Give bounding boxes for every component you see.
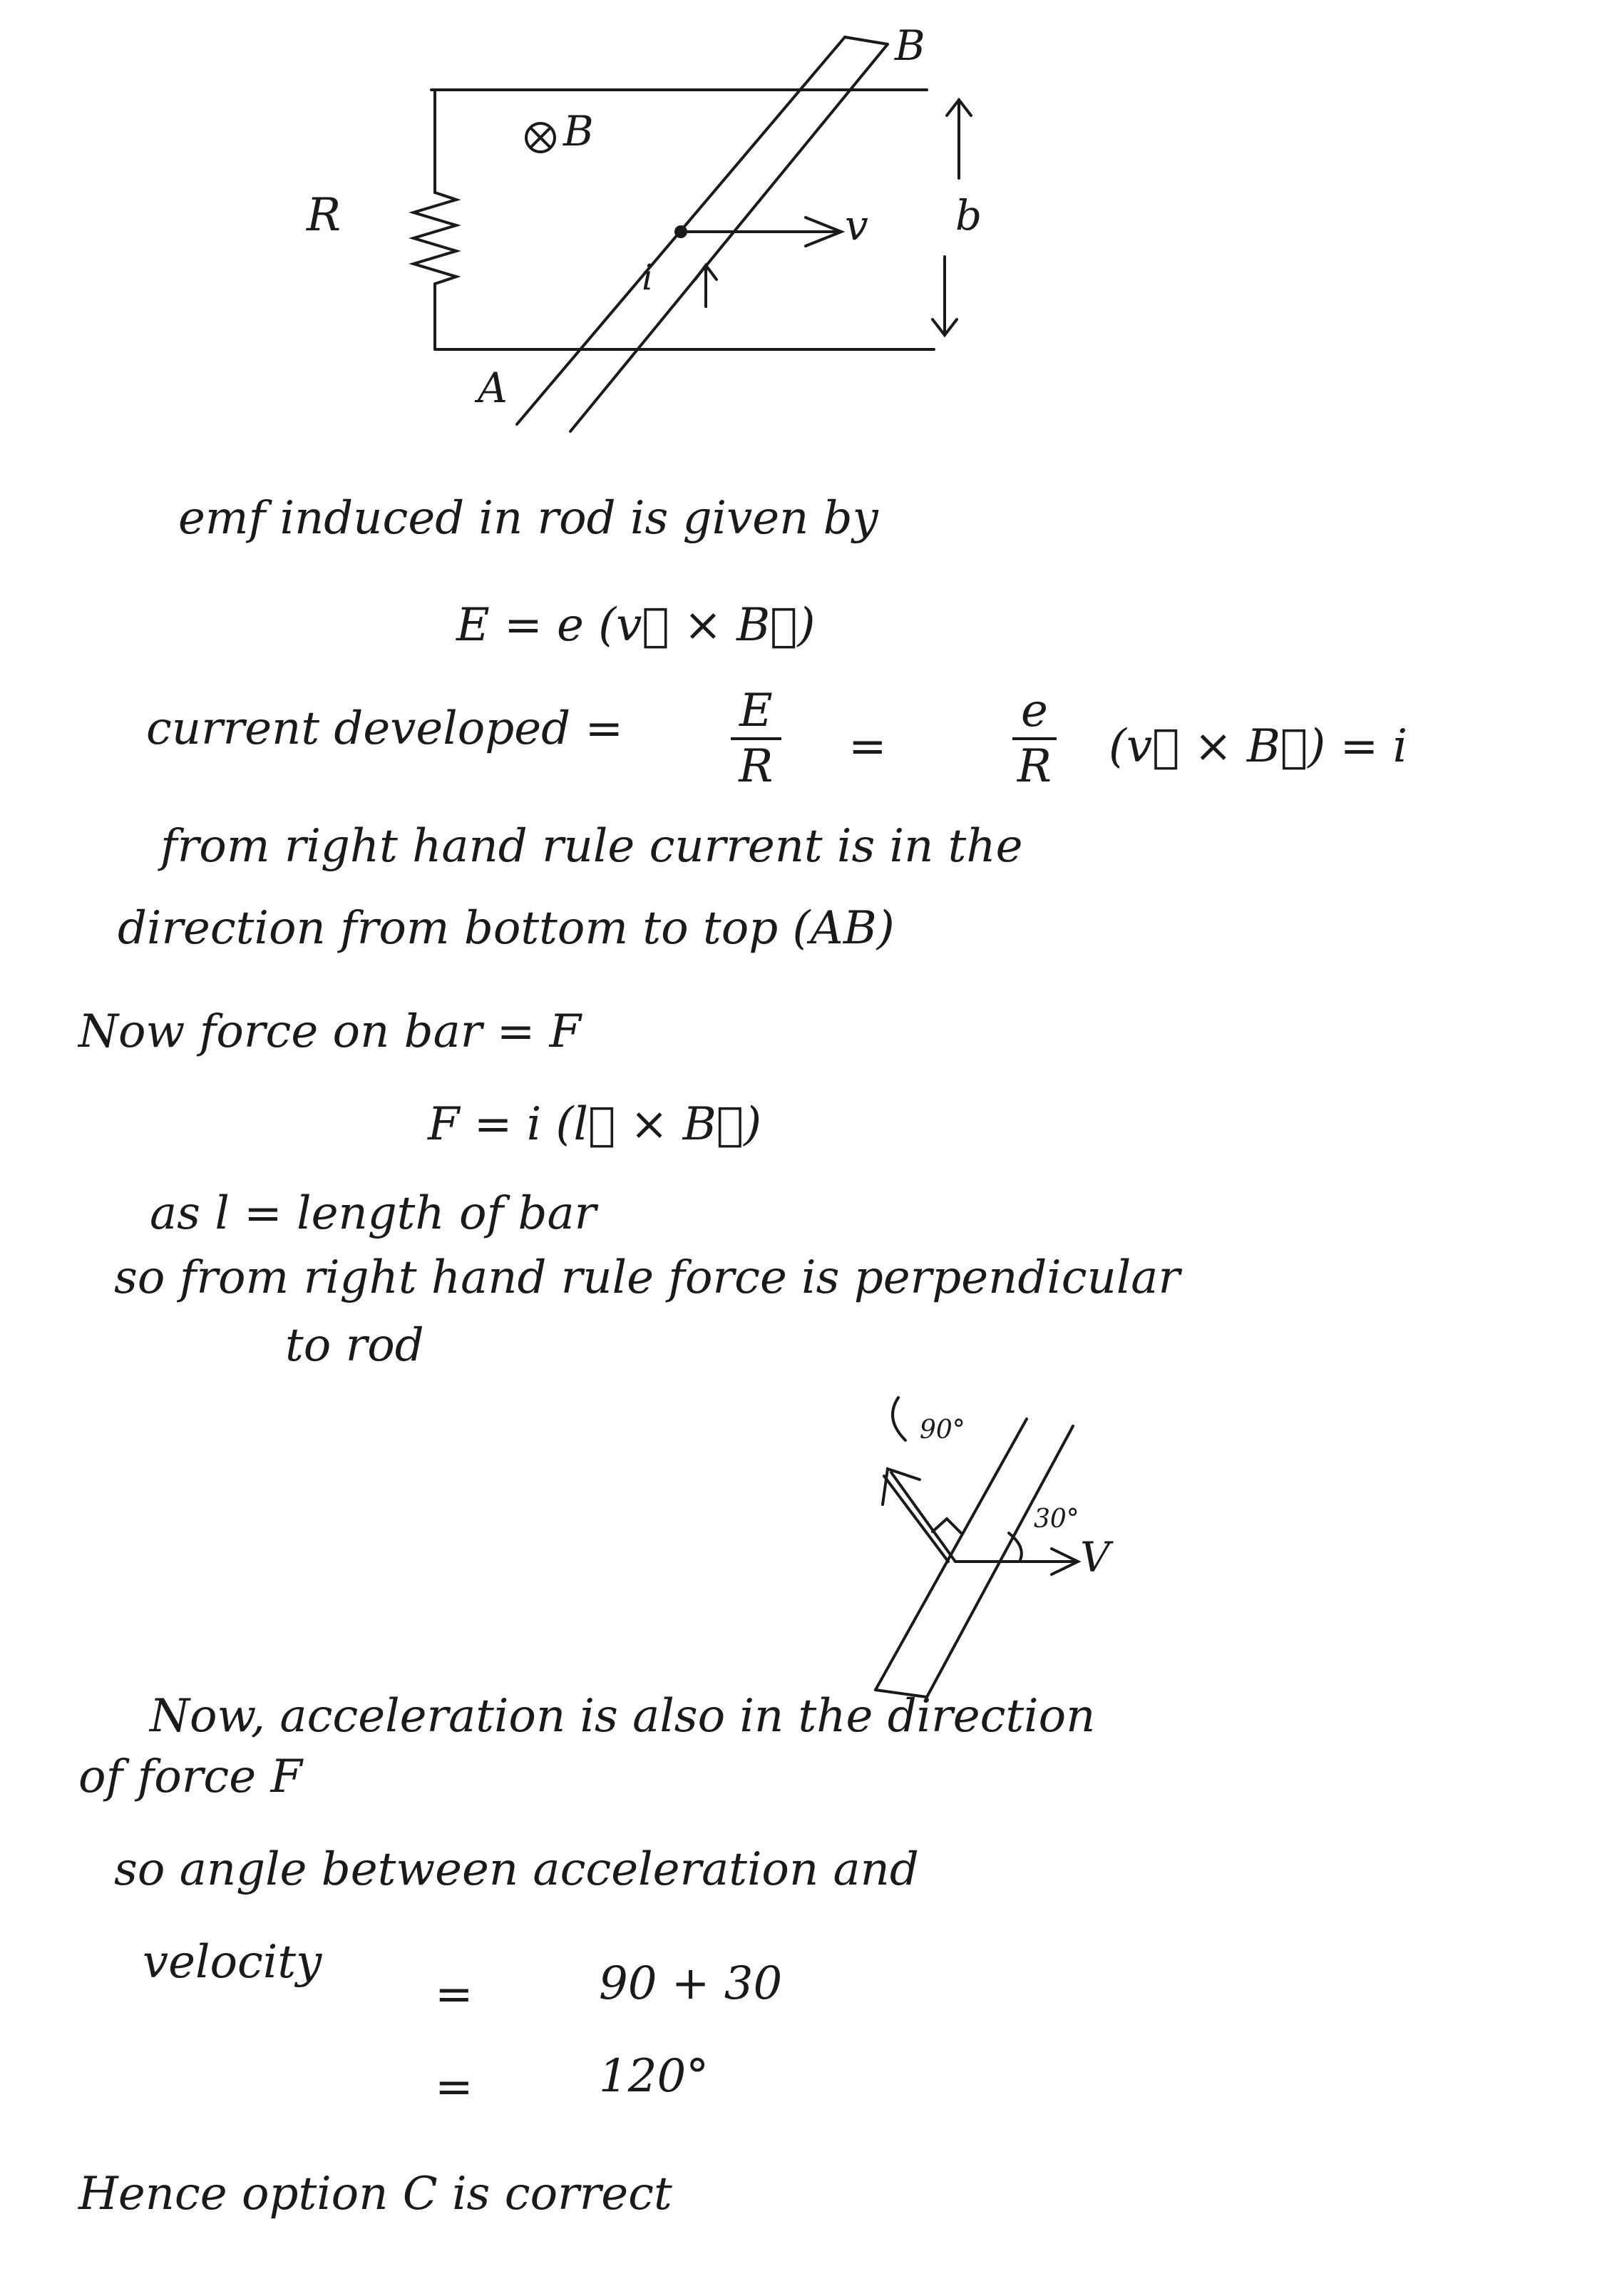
corner-label-B: B [895,21,925,70]
equals-sign-result: = [435,2061,473,2113]
text-line-12: velocity [143,1936,322,1989]
equation-emf: E = e (v⃗ × B⃗) [456,599,816,652]
point-A-label: A [478,364,508,412]
text-line-11: so angle between acceleration and [114,1843,919,1896]
field-label-B: B [563,107,594,155]
text-line-1: emf induced in rod is given by [178,492,878,545]
equation-current: (v⃗ × B⃗) = i [1109,720,1408,773]
resistor-label: R [307,189,342,242]
angle-result: 120° [599,2050,709,2103]
angle-sum: 90 + 30 [599,1957,783,2010]
text-line-9: Now, acceleration is also in the direction [150,1690,1096,1743]
current-label: i [642,257,653,298]
text-line-6: as l = length of bar [150,1187,597,1240]
angle-30-label: 30° [1034,1505,1079,1534]
fraction-numerator: E [731,685,781,740]
text-line-4: direction from bottom to top (AB) [118,902,895,955]
equals-sign: = [848,720,887,773]
text-line-10: of force F [78,1751,302,1803]
velocity-label: v [845,201,868,250]
equation-force: F = i (l⃗ × B⃗) [428,1098,762,1151]
text-line-8: to rod [285,1319,424,1372]
fraction-denominator: R [1017,740,1052,793]
equals-sign-angle: = [435,1968,473,2021]
velocity-label-2: V [1080,1533,1110,1582]
text-line-7: so from right hand rule force is perpendicular [114,1251,1181,1304]
text-line-2: current developed = [146,702,624,755]
width-label: b [955,191,982,240]
fraction-denominator: R [739,740,774,793]
text-line-5: Now force on bar = F [78,1005,582,1058]
angle-90-label: 90° [920,1415,965,1445]
text-line-3: from right hand rule current is in the [160,820,1023,873]
conclusion-line: Hence option C is correct [78,2168,672,2220]
fraction-numerator: e [1012,685,1057,740]
